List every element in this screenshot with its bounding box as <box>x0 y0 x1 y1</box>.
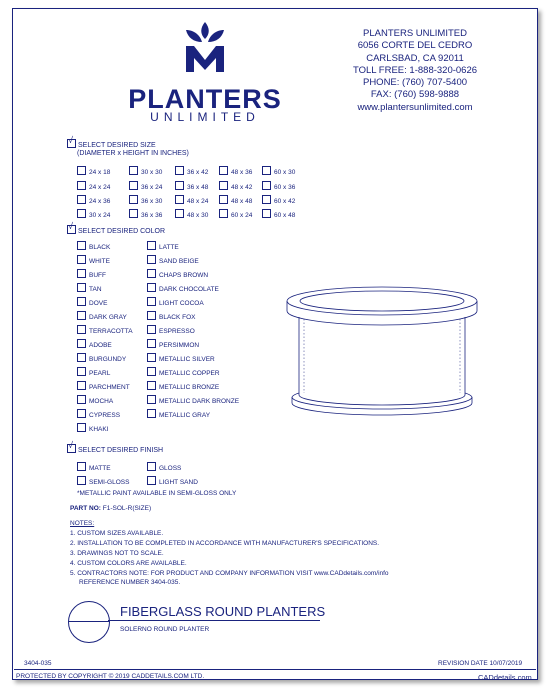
color-option[interactable]: DOVE <box>77 297 107 307</box>
copyright-notice: PROTECTED BY COPYRIGHT © 2019 CADDETAILS.COM LTD. <box>16 673 205 680</box>
checkbox-icon[interactable] <box>77 269 86 278</box>
color-option[interactable]: ESPRESSO <box>147 325 195 335</box>
checkbox-icon[interactable] <box>147 353 156 362</box>
finish-option[interactable]: SEMI-GLOSS <box>77 476 129 486</box>
checkbox-icon[interactable] <box>147 476 156 485</box>
color-option[interactable]: LATTE <box>147 241 179 251</box>
toll-free-number: TOLL FREE: 1-888-320-0626 <box>352 64 478 76</box>
contact-block <box>340 28 490 114</box>
checkbox-icon[interactable] <box>77 209 86 218</box>
metallic-note: *METALLIC PAINT AVAILABLE IN SEMI-GLOSS ONLY <box>77 490 237 497</box>
checkbox-icon[interactable] <box>147 462 156 471</box>
brand-subtitle: UNLIMITED <box>150 110 260 124</box>
reference-number: 3404-035 <box>24 660 52 667</box>
color-section-heading: √SELECT DESIRED COLOR <box>67 225 165 235</box>
color-option[interactable]: METALLIC DARK BRONZE <box>147 395 239 405</box>
size-option[interactable]: 60 x 24 <box>219 209 252 219</box>
size-option[interactable]: 48 x 24 <box>175 195 208 205</box>
title-symbol <box>68 601 110 643</box>
checkbox-icon[interactable] <box>77 255 86 264</box>
checkbox-icon[interactable] <box>147 255 156 264</box>
checkbox-icon[interactable] <box>262 166 271 175</box>
size-option[interactable]: 48 x 36 <box>219 166 252 176</box>
checkbox-icon[interactable] <box>175 209 184 218</box>
footer-divider <box>14 669 536 670</box>
checkbox-icon[interactable] <box>219 166 228 175</box>
color-option[interactable]: METALLIC SILVER <box>147 353 215 363</box>
checkbox-icon[interactable] <box>129 181 138 190</box>
finish-option[interactable]: LIGHT SAND <box>147 476 198 486</box>
color-option[interactable]: BURGUNDY <box>77 353 126 363</box>
leaf-crown-icon <box>180 20 230 76</box>
color-option[interactable]: BUFF <box>77 269 106 279</box>
checked-box-icon[interactable] <box>67 444 76 453</box>
color-option[interactable]: CHAPS BROWN <box>147 269 208 279</box>
note-item: REFERENCE NUMBER 3404-035. <box>70 579 181 586</box>
address-line-1: 6056 CORTE DEL CEDRO <box>357 40 473 52</box>
color-option[interactable]: BLACK <box>77 241 110 251</box>
size-option[interactable]: 36 x 42 <box>175 166 208 176</box>
checkbox-icon[interactable] <box>219 181 228 190</box>
checkbox-icon[interactable] <box>77 462 86 471</box>
checkbox-icon[interactable] <box>262 195 271 204</box>
phone-number: PHONE: (760) 707-5400 <box>362 77 468 89</box>
size-option[interactable]: 30 x 24 <box>77 209 110 219</box>
brand-name: PLANTERS <box>128 84 282 114</box>
checkbox-icon[interactable] <box>219 195 228 204</box>
checkbox-icon[interactable] <box>77 325 86 334</box>
finish-option[interactable]: GLOSS <box>147 462 181 472</box>
color-option[interactable]: PARCHMENT <box>77 381 130 391</box>
checkbox-icon[interactable] <box>147 269 156 278</box>
checkbox-icon[interactable] <box>77 381 86 390</box>
checkbox-icon[interactable] <box>147 381 156 390</box>
checkbox-icon[interactable] <box>129 209 138 218</box>
size-option[interactable]: 24 x 24 <box>77 181 110 191</box>
color-option[interactable]: MOCHA <box>77 395 113 405</box>
color-option[interactable]: TAN <box>77 283 102 293</box>
checkbox-icon[interactable] <box>175 195 184 204</box>
checkbox-icon[interactable] <box>77 409 86 418</box>
checked-box-icon[interactable] <box>67 139 76 148</box>
checkbox-icon[interactable] <box>77 423 86 432</box>
size-option[interactable]: 36 x 24 <box>129 181 162 191</box>
checkbox-icon[interactable] <box>262 181 271 190</box>
checkbox-icon[interactable] <box>175 181 184 190</box>
size-option[interactable]: 60 x 48 <box>262 209 295 219</box>
checkbox-icon[interactable] <box>77 241 86 250</box>
size-option[interactable]: 30 x 30 <box>129 166 162 176</box>
checkbox-icon[interactable] <box>147 311 156 320</box>
size-option[interactable]: 24 x 36 <box>77 195 110 205</box>
checkbox-icon[interactable] <box>77 166 86 175</box>
part-number-label: PART NO: <box>70 505 101 512</box>
checkbox-icon[interactable] <box>147 367 156 376</box>
notes-title: NOTES: <box>70 520 95 527</box>
checkbox-icon[interactable] <box>147 409 156 418</box>
checkbox-icon[interactable] <box>77 195 86 204</box>
size-option[interactable]: 60 x 36 <box>262 181 295 191</box>
checkbox-icon[interactable] <box>77 339 86 348</box>
size-option[interactable]: 48 x 30 <box>175 209 208 219</box>
size-option[interactable]: 48 x 48 <box>219 195 252 205</box>
note-item: 4. CUSTOM COLORS ARE AVAILABLE. <box>70 560 187 567</box>
checkbox-icon[interactable] <box>147 325 156 334</box>
checkbox-icon[interactable] <box>77 395 86 404</box>
checkbox-icon[interactable] <box>77 476 86 485</box>
checkbox-icon[interactable] <box>175 166 184 175</box>
checkbox-icon[interactable] <box>147 395 156 404</box>
checkbox-icon[interactable] <box>219 209 228 218</box>
checkbox-icon[interactable] <box>262 209 271 218</box>
note-item: 1. CUSTOM SIZES AVAILABLE. <box>70 530 164 537</box>
color-option[interactable]: TERRACOTTA <box>77 325 133 335</box>
color-option[interactable]: METALLIC GRAY <box>147 409 210 419</box>
checkbox-icon[interactable] <box>77 311 86 320</box>
caddetails-link[interactable]: CADdetails.com <box>478 673 532 682</box>
round-planter-drawing <box>282 283 487 433</box>
drawing-title: FIBERGLASS ROUND PLANTERS <box>120 604 326 619</box>
part-number <box>70 505 151 512</box>
color-option[interactable]: METALLIC BRONZE <box>147 381 219 391</box>
color-option[interactable]: PEARL <box>77 367 110 377</box>
fax-number: FAX: (760) 598-9888 <box>370 89 460 101</box>
checkbox-icon[interactable] <box>77 353 86 362</box>
checkbox-icon[interactable] <box>77 283 86 292</box>
size-option[interactable]: 24 x 18 <box>77 166 110 176</box>
size-option[interactable]: 60 x 30 <box>262 166 295 176</box>
color-option[interactable]: DARK CHOCOLATE <box>147 283 219 293</box>
size-option[interactable]: 36 x 30 <box>129 195 162 205</box>
color-option[interactable]: BLACK FOX <box>147 311 195 321</box>
note-item: 2. INSTALLATION TO BE COMPLETED IN ACCORDANCE WITH MANUFACTURER'S SPECIFICATIONS. <box>70 540 380 547</box>
part-number-value: F1-SOL-R(SIZE) <box>102 505 152 512</box>
color-option[interactable]: ADOBE <box>77 339 112 349</box>
checkbox-icon[interactable] <box>147 339 156 348</box>
checkbox-icon[interactable] <box>147 297 156 306</box>
size-option[interactable]: 48 x 42 <box>219 181 252 191</box>
color-option[interactable]: WHITE <box>77 255 110 265</box>
checkbox-icon[interactable] <box>77 367 86 376</box>
checkbox-icon[interactable] <box>77 181 86 190</box>
size-option[interactable]: 36 x 36 <box>129 209 162 219</box>
color-option[interactable]: LIGHT COCOA <box>147 297 204 307</box>
color-option[interactable]: DARK GRAY <box>77 311 127 321</box>
note-item: 5. CONTRACTORS NOTE: FOR PRODUCT AND COMPANY INFORMATION VISIT www.CADdetails.com/info <box>70 570 389 577</box>
finish-option[interactable]: MATTE <box>77 462 111 472</box>
size-section-subheading: (DIAMETER x HEIGHT IN INCHES) <box>77 150 189 157</box>
checkbox-icon[interactable] <box>147 283 156 292</box>
size-option[interactable]: 36 x 48 <box>175 181 208 191</box>
brand-logo <box>130 20 280 76</box>
color-option[interactable]: METALLIC COPPER <box>147 367 220 377</box>
size-section-heading: √SELECT DESIRED SIZE <box>67 139 156 149</box>
title-underline <box>108 620 320 621</box>
note-item: 3. DRAWINGS NOT TO SCALE. <box>70 550 164 557</box>
color-option[interactable]: PERSIMMON <box>147 339 199 349</box>
color-option[interactable]: SAND BEIGE <box>147 255 199 265</box>
size-option[interactable]: 60 x 42 <box>262 195 295 205</box>
revision-date: REVISION DATE 10/07/2019 <box>438 660 523 667</box>
address-line-2: CARLSBAD, CA 92011 <box>366 52 464 64</box>
company-name: PLANTERS UNLIMITED <box>363 28 467 39</box>
checked-box-icon[interactable] <box>67 225 76 234</box>
color-option[interactable]: KHAKI <box>77 423 109 433</box>
website-link[interactable]: www.plantersunlimited.com <box>357 101 473 113</box>
color-option[interactable]: CYPRESS <box>77 409 120 419</box>
checkbox-icon[interactable] <box>129 195 138 204</box>
checkbox-icon[interactable] <box>129 166 138 175</box>
checkbox-icon[interactable] <box>147 241 156 250</box>
finish-section-heading: √SELECT DESIRED FINISH <box>67 444 163 454</box>
checkbox-icon[interactable] <box>77 297 86 306</box>
drawing-subtitle: SOLERNO ROUND PLANTER <box>120 626 210 633</box>
